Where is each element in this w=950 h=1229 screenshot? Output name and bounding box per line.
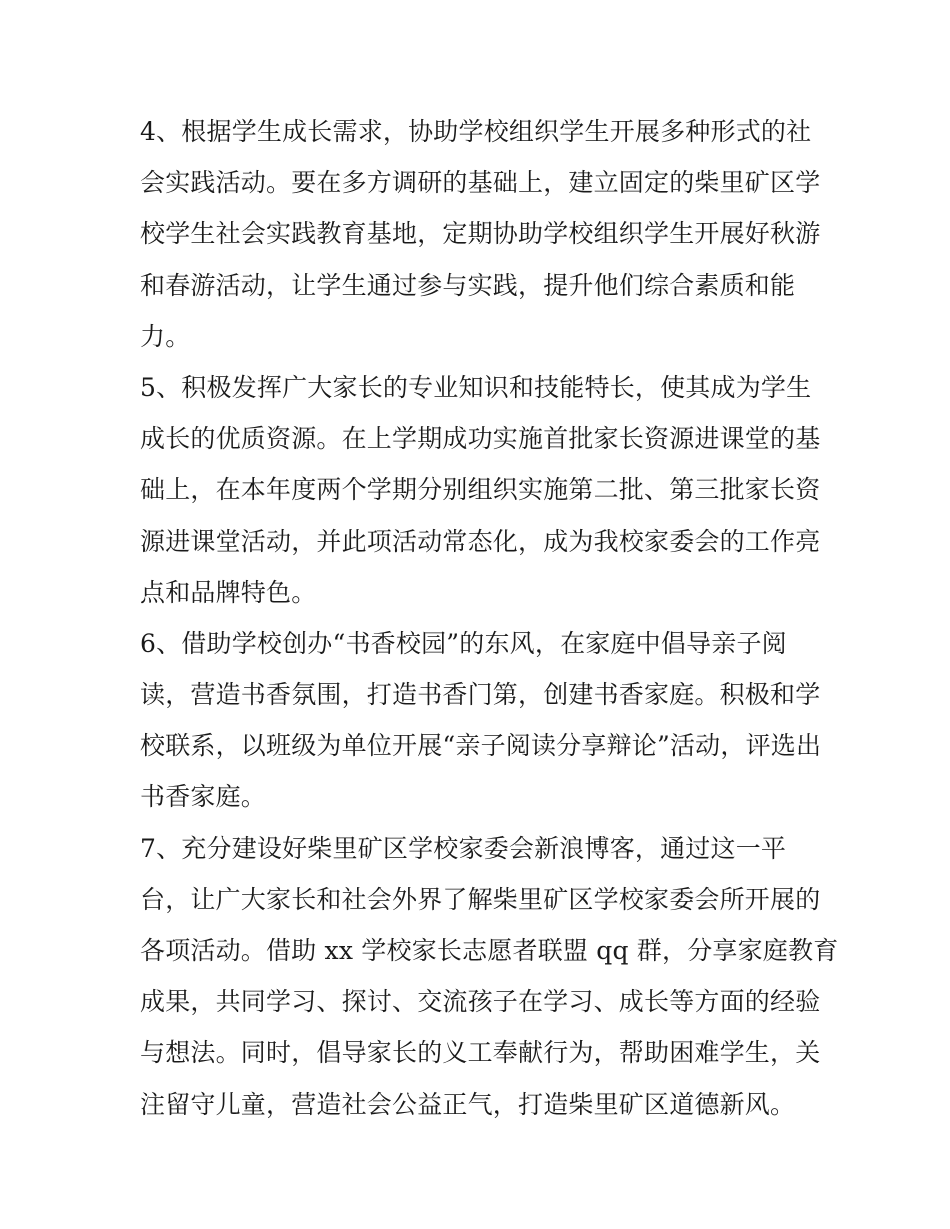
document-body — [140, 106, 839, 1130]
paragraph-item-7 — [140, 823, 839, 1130]
text-line: 5、积极发挥广大家长的专业知识和技能特长，使其成为学生 — [140, 372, 812, 402]
paragraph-item-4 — [140, 106, 820, 362]
text-line: 4、根据学生成长需求，协助学校组织学生开展多种形式的社 — [140, 117, 812, 146]
text-line: 书香家庭。 — [140, 782, 267, 812]
text-line: 成果，共同学习、探讨、交流孩子在学习、成长等方面的经验 — [140, 987, 821, 1017]
text-line: 各项活动。借助 xx 学校家长志愿者联盟 qq 群，分享家庭教育 — [140, 936, 839, 965]
text-line: 会实践活动。要在多方调研的基础上，建立固定的柴里矿区学 — [140, 168, 821, 198]
text-line: 源进课堂活动，并此项活动常态化，成为我校家委会的工作亮 — [140, 526, 821, 556]
text-line: 和春游活动，让学生通过参与实践，提升他们综合素质和能 — [140, 270, 796, 300]
text-line: 点和品牌特色。 — [140, 577, 317, 607]
text-line: 读，营造书香氛围，打造书香门第，创建书香家庭。积极和学 — [140, 680, 821, 710]
text-line: 力。 — [140, 321, 191, 351]
text-line: 校学生社会实践教育基地，定期协助学校组织学生开展好秋游 — [140, 219, 821, 249]
text-line: 础上，在本年度两个学期分别组织实施第二批、第三批家长资 — [140, 475, 821, 505]
text-line: 校联系，以班级为单位开展“亲子阅读分享辩论”活动，评选出 — [140, 731, 822, 761]
paragraph-item-6 — [140, 618, 820, 823]
paragraph-item-5 — [140, 362, 820, 618]
text-line: 7、充分建设好柴里矿区学校家委会新浪博客，通过这一平 — [140, 833, 787, 863]
text-line: 与想法。同时，倡导家长的义工奉献行为，帮助困难学生，关 — [140, 1038, 821, 1068]
text-line: 注留守儿童，营造社会公益正气，打造柴里矿区道德新风。 — [140, 1089, 796, 1119]
text-line: 6、借助学校创办“书香校园”的东风，在家庭中倡导亲子阅 — [140, 628, 787, 658]
text-line: 台，让广大家长和社会外界了解柴里矿区学校家委会所开展的 — [140, 884, 821, 914]
text-line: 成长的优质资源。在上学期成功实施首批家长资源进课堂的基 — [140, 424, 821, 454]
